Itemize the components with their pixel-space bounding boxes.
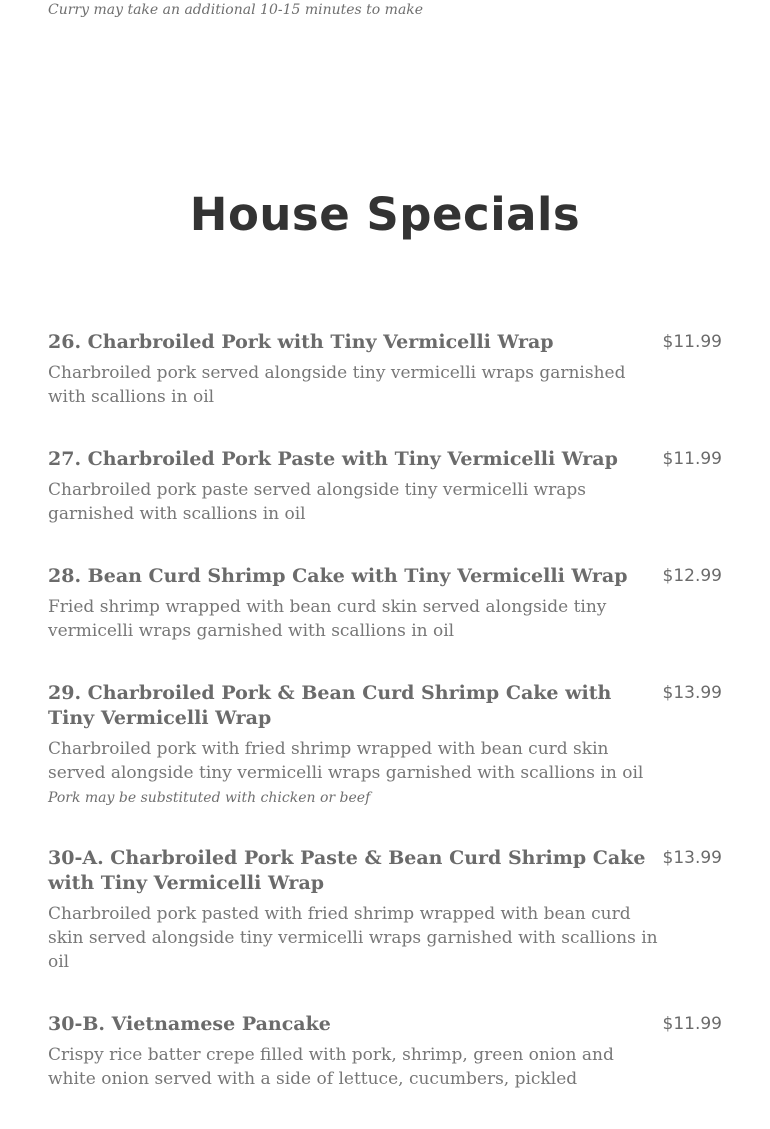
item-price: $12.99	[662, 566, 722, 586]
item-name: 27. Charbroiled Pork Paste with Tiny Vermicelli Wrap	[48, 448, 618, 470]
item-name: 30-A. Charbroiled Pork Paste & Bean Curd Shrimp Cake with Tiny Vermicelli Wrap	[48, 847, 646, 894]
menu-item	[48, 846, 722, 974]
item-name: 28. Bean Curd Shrimp Cake with Tiny Vermicelli Wrap	[48, 565, 628, 587]
menu-item	[48, 681, 722, 808]
menu-item	[48, 330, 722, 409]
item-description: Fried shrimp wrapped with bean curd skin served alongside tiny vermicelli wraps garnished with scallions in oil	[48, 597, 607, 641]
curry-note: Curry may take an additional 10-15 minutes to make	[48, 2, 424, 18]
item-description: Charbroiled pork with fried shrimp wrapped with bean curd skin served alongside tiny vermicelli wraps garnished with scallions in oil	[48, 739, 644, 783]
item-description: Crispy rice batter crepe filled with pork, shrimp, green onion and white onion served with a side of lettuce, cucumbers, pickled	[48, 1045, 614, 1089]
section-title: House Specials	[189, 188, 581, 242]
item-name: 26. Charbroiled Pork with Tiny Vermicelli Wrap	[48, 331, 554, 353]
item-price: $13.99	[662, 848, 722, 868]
menu-item	[48, 1012, 722, 1091]
item-note: Pork may be substituted with chicken or beef	[48, 790, 371, 806]
item-description: Charbroiled pork paste served alongside tiny vermicelli wraps garnished with scallions in oil	[48, 480, 586, 524]
item-price: $11.99	[662, 449, 722, 469]
menu-item	[48, 447, 722, 526]
item-name: 29. Charbroiled Pork & Bean Curd Shrimp Cake with Tiny Vermicelli Wrap	[48, 682, 612, 729]
menu-list	[48, 330, 722, 1129]
item-description: Charbroiled pork served alongside tiny vermicelli wraps garnished with scallions in oil	[48, 363, 626, 407]
item-description: Charbroiled pork pasted with fried shrimp wrapped with bean curd skin served alongside tiny vermicelli wraps garnished with scallions in oil	[48, 904, 658, 972]
item-name: 30-B. Vietnamese Pancake	[48, 1013, 331, 1035]
menu-item	[48, 564, 722, 643]
item-price: $11.99	[662, 332, 722, 352]
item-price: $11.99	[662, 1014, 722, 1034]
item-price: $13.99	[662, 683, 722, 703]
